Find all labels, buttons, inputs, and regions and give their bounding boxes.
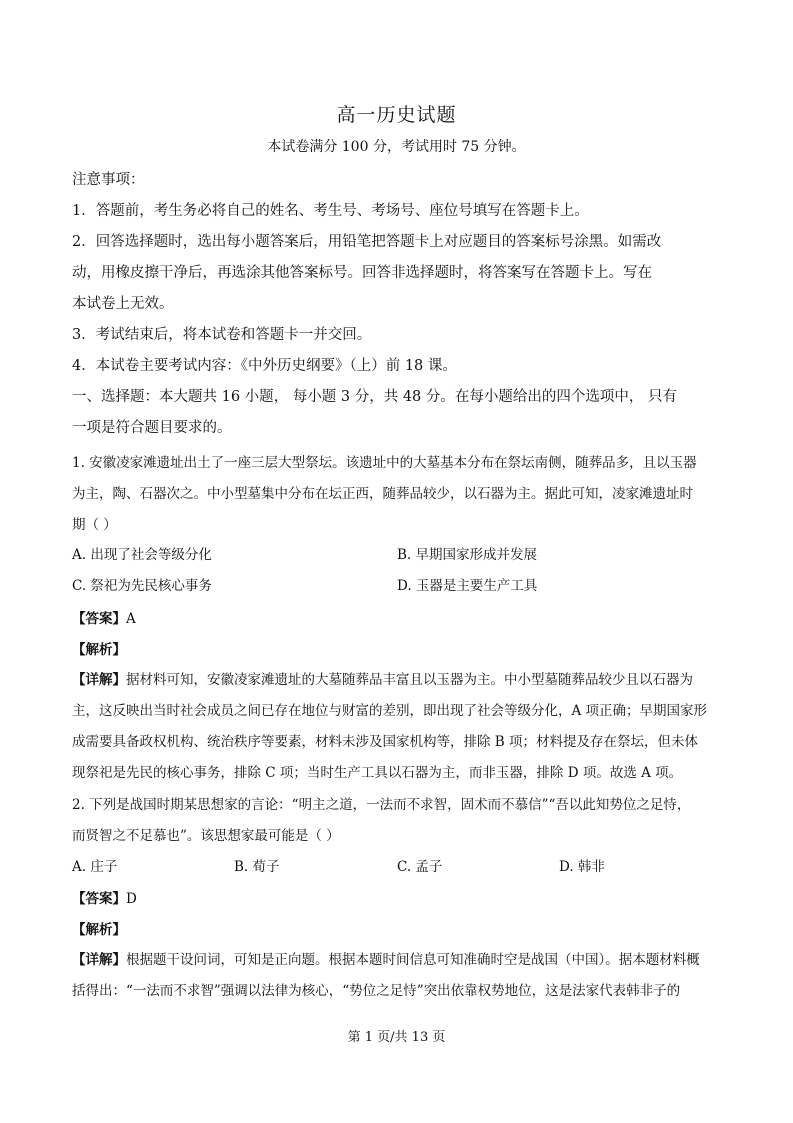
note-2-line-1: 2．回答选择题时，选出每小题答案后，用铅笔把答题卡上对应题目的答案标号涂黑。如需改: [72, 234, 662, 250]
q1-option-c: C. 祭祀为先民核心事务: [72, 578, 212, 594]
q1-answer-tag: 【答案】: [72, 611, 126, 627]
section-1-instructions-line-1: 一、选择题：本大题共 16 小题， 每小题 3 分，共 48 分。在每小题给出的四个选项中， 只有: [72, 389, 677, 405]
q2-option-a: A. 庄子: [72, 859, 118, 875]
q2-answer: [72, 887, 137, 907]
q2-option-d: D. 韩非: [559, 859, 605, 875]
q1-detail-tag: 【详解】: [72, 672, 126, 688]
q1-detail-line-2: 主，这反映出当时社会成员之间已存在地位与财富的差别，即出现了社会等级分化，A 项正确；早期国家形: [72, 703, 708, 719]
q1-option-d: D. 玉器是主要生产工具: [397, 578, 538, 594]
note-1: 1．答题前，考生务必将自己的姓名、考生号、考场号、座位号填写在答题卡上。: [72, 203, 589, 219]
page-title: 高一历史试题: [336, 104, 457, 126]
q2-detail-line-2: 括得出：“一法而不求智”强调以法律为核心，“势位之足恃”突出依靠权势地位，这是法家代表韩非子的: [72, 983, 681, 999]
q1-detail-text-1: 据材料可知，安徽凌家滩遗址的大墓随葬品丰富且以玉器为主。中小型墓随葬品较少且以石器为: [126, 672, 693, 688]
q2-option-c: C. 孟子: [397, 859, 443, 875]
q1-detail-line-3: 成需要具备政权机构、统治秩序等要素，材料未涉及国家机构等，排除 B 项；材料提及存在祭坛，但未体: [72, 734, 699, 750]
q1-answer-value: A: [126, 611, 136, 627]
page-number: 第 1 页/共 13 页: [347, 1030, 446, 1045]
q1-detail-line-1: [72, 668, 693, 688]
q1-analysis-tag: 【解析】: [72, 642, 126, 658]
q1-stem-line-2: 为主，陶、石器次之。中小型墓集中分布在坛正西，随葬品较少，以石器为主。据此可知，凌家滩遗址时: [72, 486, 693, 502]
notes-heading: 注意事项：: [72, 172, 145, 188]
q2-analysis-tag: 【解析】: [72, 922, 126, 938]
note-3: 3．考试结束后，将本试卷和答题卡一并交回。: [72, 327, 372, 343]
exam-info: 本试卷满分 100 分，考试用时 75 分钟。: [267, 139, 526, 155]
q1-stem-line-1: 1. 安徽凌家滩遗址出土了一座三层大型祭坛。该遗址中的大墓基本分布在祭坛南侧，随葬品多，且以玉器: [72, 455, 697, 471]
q2-answer-value: D: [126, 891, 137, 907]
note-2-line-3: 本试卷上无效。: [72, 296, 174, 312]
q2-detail-line-1: [72, 948, 700, 968]
q2-option-b: B. 荀子: [234, 859, 280, 875]
note-2-line-2: 动，用橡皮擦干净后，再选涂其他答案标号。回答非选择题时，将答案写在答题卡上。写在: [72, 265, 652, 281]
q2-answer-tag: 【答案】: [72, 891, 126, 907]
section-1-instructions-line-2: 一项是符合题目要求的。: [72, 420, 232, 436]
q1-option-a: A. 出现了社会等级分化: [72, 547, 212, 563]
q1-answer: [72, 607, 136, 627]
q2-stem-line-1: 2. 下列是战国时期某思想家的言论：“明主之道，一法而不求智，固术而不慕信”“吾以此知势位之足恃，: [72, 797, 691, 813]
q2-detail-text-1: 根据题干设问词，可知是正向题。根据本题时间信息可知准确时空是战国（中国）。据本题材料概: [126, 952, 700, 968]
note-4: 4．本试卷主要考试内容：《中外历史纲要》（上）前 18 课。: [72, 358, 457, 374]
q2-stem-line-2: 而贤智之不足慕也”。该思想家最可能是（ ）: [72, 828, 340, 844]
q1-stem-line-3: 期（ ）: [72, 517, 117, 533]
q2-detail-tag: 【详解】: [72, 952, 126, 968]
q1-option-b: B. 早期国家形成并发展: [397, 547, 538, 563]
q1-detail-line-4: 现祭祀是先民的核心事务，排除 C 项；当时生产工具以石器为主，而非玉器，排除 D 项。故选 A 项。: [72, 765, 683, 781]
